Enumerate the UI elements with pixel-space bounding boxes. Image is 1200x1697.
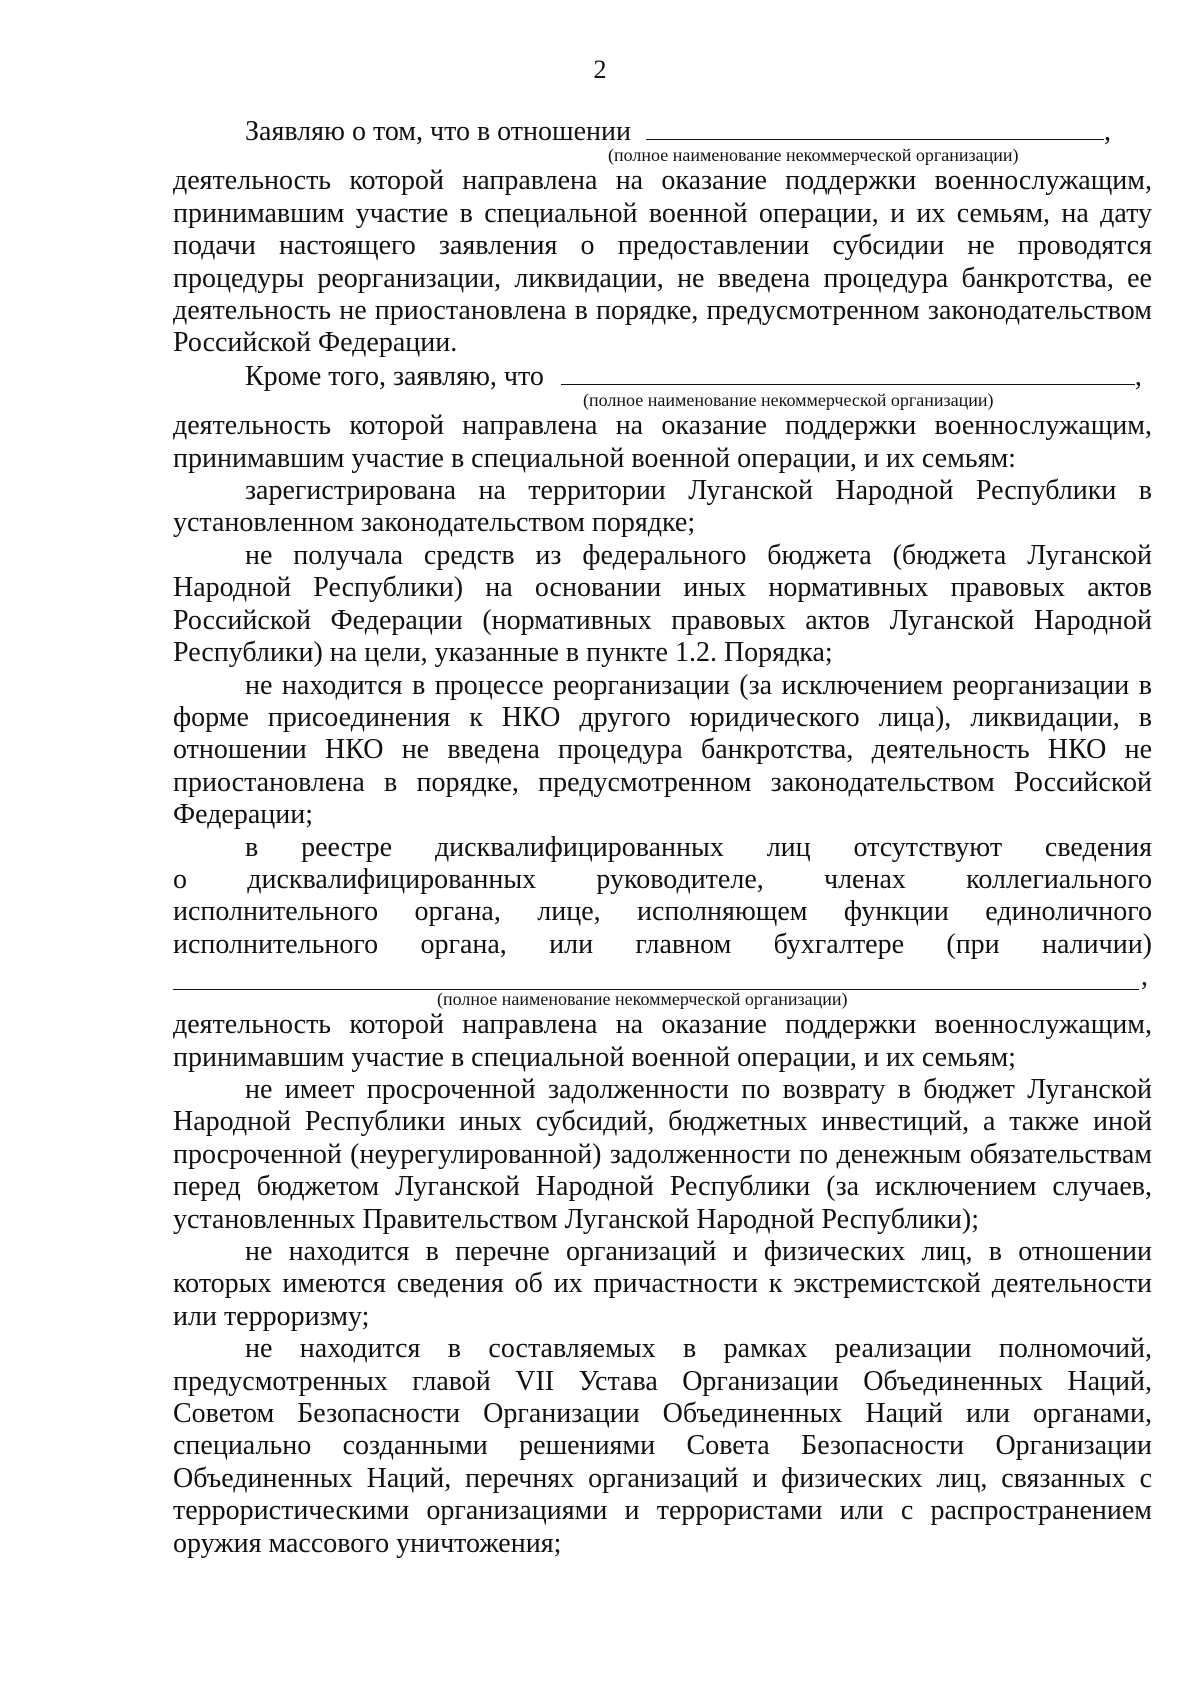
condition-item: не находится в процессе реорганизации (за исключением реорганизации в форме присоединения к НКО другого юридического лица), ликвидации, в отношении НКО не введена процедура банкротства, деятельность НКО не приостановлена в порядке, предусмотренном законодательством Российской Федерации;	[173, 669, 1152, 831]
condition-item: не имеет просроченной задолженности по возврату в бюджет Луганской Народной Республики иных субсидий, бюджетных инвестиций, а также иной просроченной (неурегулированной) задолженности по денежным обязательствам перед бюджетом Луганской Народной Республики (за исключением случаев, установленных Правительством Луганской Народной Республики);	[173, 1073, 1152, 1235]
organization-name-blank	[646, 115, 1104, 140]
organization-name-blank	[561, 360, 1135, 385]
document-body	[173, 115, 1152, 1560]
condition-item: не получала средств из федерального бюджета (бюджета Луганской Народной Республики) на основании иных нормативных правовых актов Российской Федерации (нормативных правовых актов Луганской Народной Республики) на цели, указанные в пункте 1.2. Порядка;	[173, 539, 1152, 669]
comma: ,	[1141, 961, 1148, 993]
registry-item-line: исполнительного органа, или главном бухгалтере (при наличии)	[173, 928, 1152, 960]
declaration-lead-line	[173, 115, 1152, 148]
registry-item-line: о дисквалифицированных руководителе, членах коллегиального	[173, 863, 1152, 895]
organization-name-blank	[173, 965, 1139, 990]
furthermore-lead: Кроме того, заявляю, что	[245, 360, 544, 392]
organization-name-caption: (полное наименование некоммерческой организации)	[583, 390, 994, 411]
furthermore-text: деятельность которой направлена на оказание поддержки военнослужащим, принимавшим участие в специальной военной операции, и их семьям:	[173, 410, 1152, 474]
registry-item-line: в реестре дисквалифицированных лиц отсутствуют сведения	[245, 831, 1152, 863]
registry-item-line: исполнительного органа, лице, исполняющем функции единоличного	[173, 896, 1152, 928]
declaration-lead: Заявляю о том, что в отношении	[245, 116, 631, 147]
declaration-text: деятельность которой направлена на оказание поддержки военнослужащим, принимавшим участие в специальной военной операции, и их семьям, на дату подачи настоящего заявления о предоставлении субсидии не проводятся процедуры реорганизации, ликвидации, не введена процедура банкротства, ее деятельность не приостановлена в порядке, предусмотренном законодательством Российской Федерации.	[173, 165, 1152, 359]
comma: ,	[1103, 116, 1111, 147]
organization-name-blank-line	[173, 961, 1152, 993]
condition-item: не находится в перечне организаций и физических лиц, в отношении которых имеются сведения об их причастности к экстремистской деятельности или терроризму;	[173, 1236, 1152, 1332]
condition-item: зарегистрирована на территории Луганской Народной Республики в установленном законодательством порядке;	[173, 475, 1152, 539]
registry-item	[173, 832, 1152, 1074]
condition-item: не находится в составляемых в рамках реализации полномочий, предусмотренных главой VII Устава Организации Объединенных Наций, Советом Безопасности Организации Объединенных Наций или органами, специально созданными решениями Совета Безопасности Организации Объединенных Наций, перечнях организаций и физических лиц, связанных с террористическими организациями и террористами или с распространением оружия массового уничтожения;	[173, 1333, 1152, 1559]
organization-name-caption: (полное наименование некоммерческой организации)	[608, 145, 1019, 166]
comma: ,	[1134, 360, 1142, 392]
page-number: 2	[593, 55, 607, 84]
organization-name-caption: (полное наименование некоммерческой организации)	[437, 989, 848, 1010]
registry-item-text: деятельность которой направлена на оказание поддержки военнослужащим, принимавшим участие в специальной военной операции, и их семьям;	[173, 1009, 1152, 1073]
furthermore-lead-line	[173, 360, 1152, 393]
